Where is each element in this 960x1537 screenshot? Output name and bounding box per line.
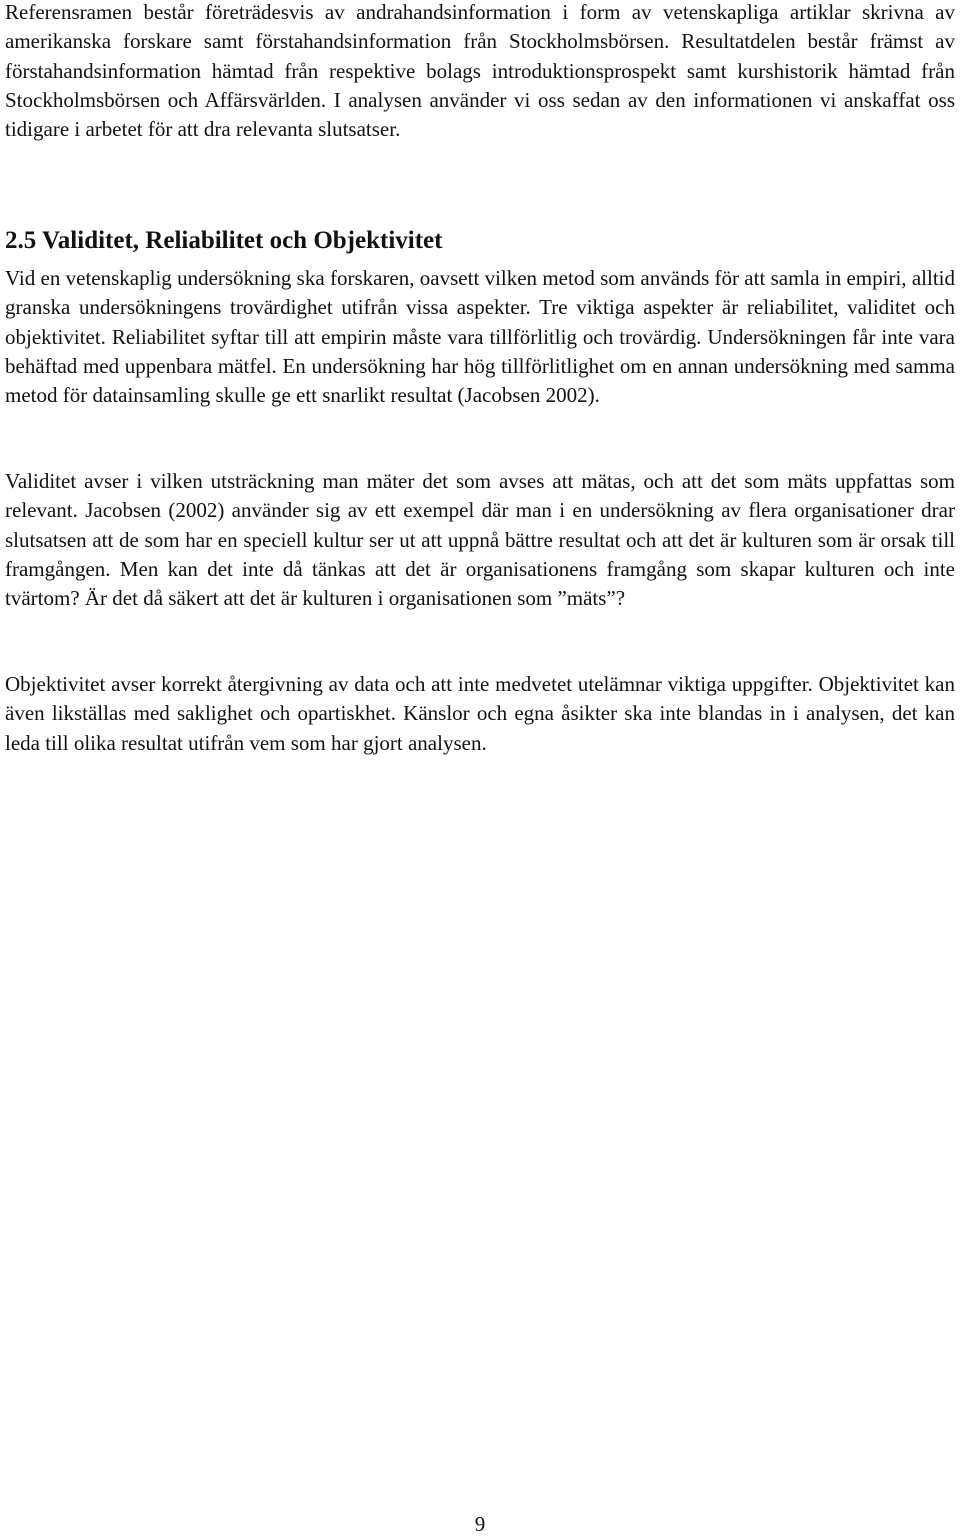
paragraph-objectivity (5, 670, 955, 758)
paragraph-text: Objektivitet avser korrekt återgivning av data och att inte medvetet utelämnar viktiga uppgifter. Objektivitet kan även likställas med saklighet och opartiskhet. Känslor och egna åsikter ska inte blandas in i analysen, det kan leda till olika resultat utifrån vem som har gjort analysen. (5, 672, 955, 755)
paragraph-text: Vid en vetenskaplig undersökning ska forskaren, oavsett vilken metod som används för att samla in empiri, alltid granska undersökningens trovärdighet utifrån vissa aspekter. Tre viktiga aspekter är reliabilitet, validitet och objektivitet. Reliabilitet syftar till att empirin måste vara tillförlitlig och trovärdig. Undersökningen får inte vara behäftad med uppenbara mätfel. En undersökning har hög tillförlitlighet om en annan undersökning med samma metod för datainsamling skulle ge ett snarlikt resultat (Jacobsen 2002). (5, 266, 955, 408)
intro-paragraph: Referensramen består företrädesvis av andrahandsinformation i form av vetenskapliga artiklar skrivna av amerikanska forskare samt förstahandsinformation från Stockholmsbörsen. Resultatdelen består främst av förstahandsinformation hämtad från respektive bolags introduktionsprospekt samt kurshistorik hämtad från Stockholmsbörsen och Affärsvärlden. I analysen använder vi oss sedan av den informationen vi anskaffat oss tidigare i arbetet för att dra relevanta slutsatser. (5, 0, 955, 142)
page-number: 9 (474, 1512, 486, 1536)
section-heading-container (5, 226, 955, 256)
paragraph-text: Validitet avser i vilken utsträckning man mäter det som avses att mätas, och att det som mäts uppfattas som relevant. Jacobsen (2002) använder sig av ett exempel där man i en undersökning av flera organisationer drar slutsatsen att de som har en speciell kultur ser ut att uppnå bättre resultat och att det är kulturen som är orsak till framgången. Men kan det inte då tänkas att det är organisationens framgång som skapar kulturen och inte tvärtom? Är det då säkert att det är kulturen i organisationen som ”mäts”? (5, 469, 955, 611)
paragraph-validity (5, 467, 955, 613)
paragraph-reliability (5, 264, 955, 410)
section-heading: 2.5 Validitet, Reliabilitet och Objektivitet (5, 227, 443, 254)
document-page (5, 0, 955, 755)
